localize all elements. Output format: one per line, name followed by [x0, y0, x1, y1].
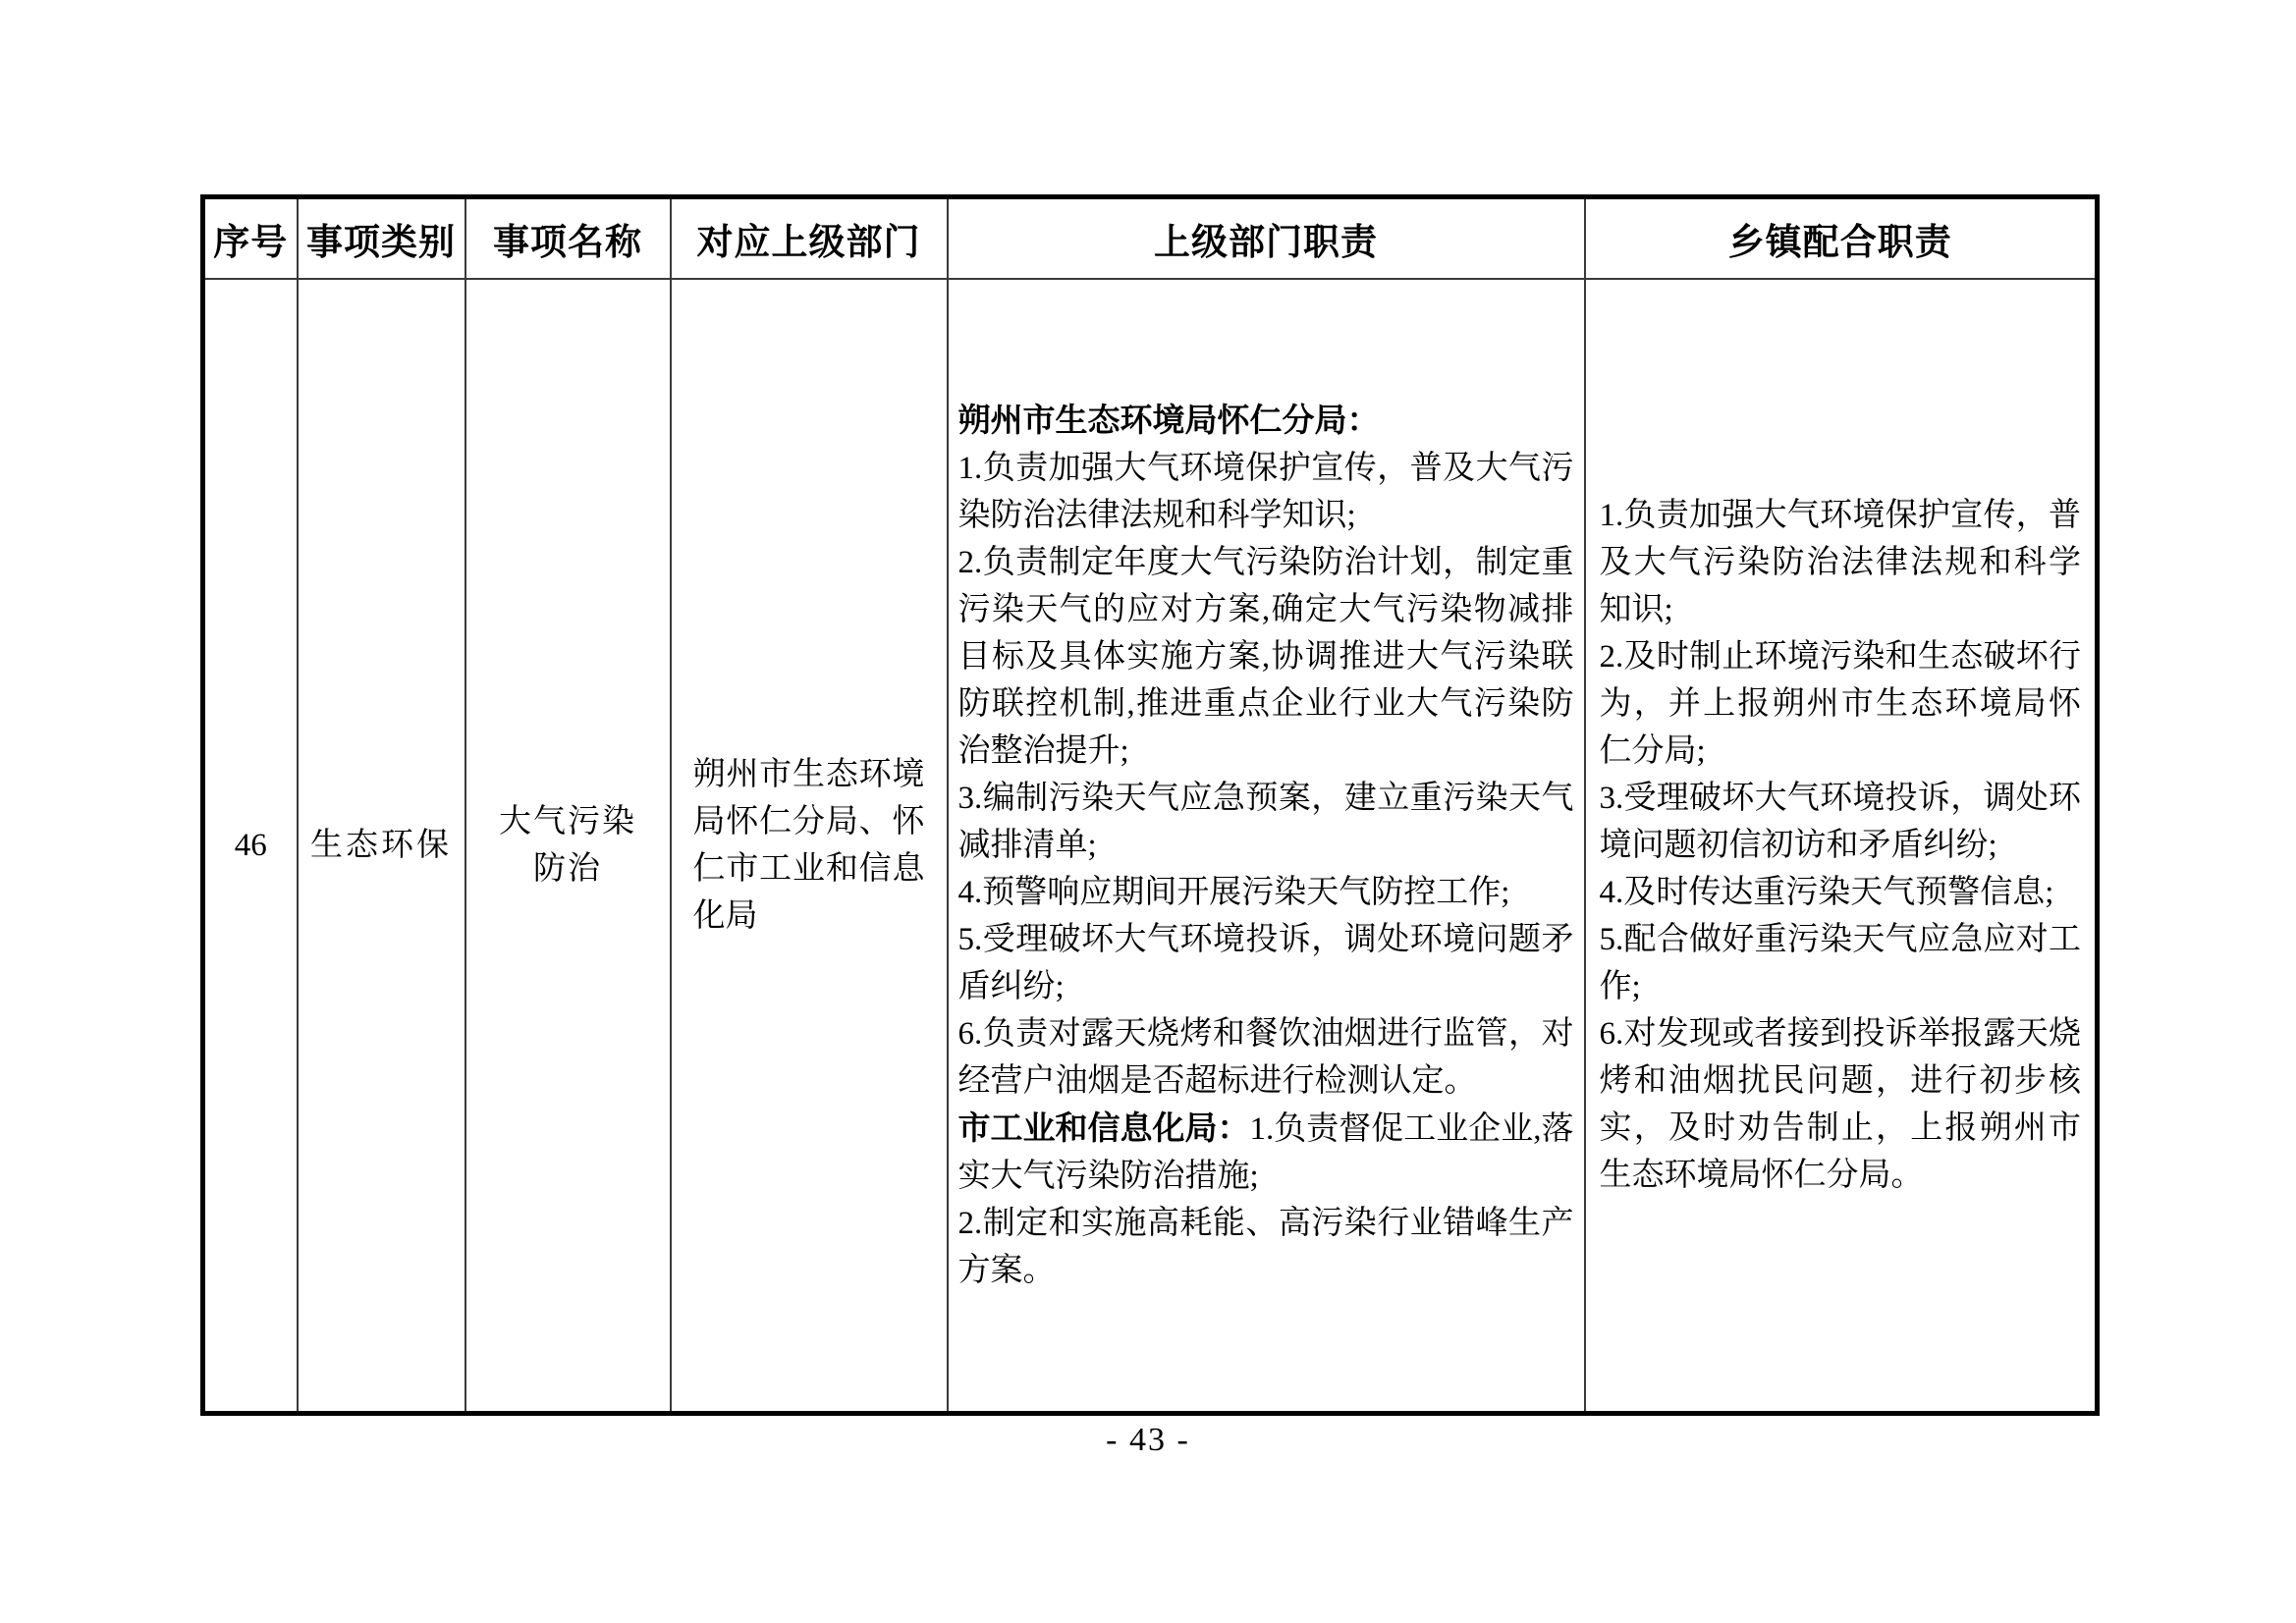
- cell-superior-duties: [948, 279, 1585, 1414]
- cell-township-duties: [1585, 279, 2098, 1414]
- header-row: [203, 197, 2098, 280]
- superior-duties-text: [958, 397, 1574, 1294]
- header-superior-department: 对应上级部门: [671, 197, 948, 280]
- duty-paragraph: [958, 916, 1574, 1010]
- header-seq-no: 序号: [203, 197, 298, 280]
- cell-superior-department: [671, 279, 948, 1414]
- table-row: [203, 279, 2098, 1414]
- duty-paragraph: [958, 539, 1574, 775]
- cell-seq-no: 46: [203, 279, 298, 1414]
- cell-item-name: 大气污染防治: [465, 279, 671, 1414]
- duty-paragraph: 1.负责加强大气环境保护宣传，普及大气污染防治法律法规和科学知识;: [1599, 498, 2081, 627]
- header-item-category: 事项类别: [298, 197, 465, 280]
- header-item-name: 事项名称: [465, 197, 671, 280]
- duty-paragraph: [958, 1010, 1574, 1105]
- duty-text-run: 6.负责对露天烧烤和餐饮油烟进行监管，对经营户油烟是否超标进行检测认定。: [957, 1016, 1574, 1099]
- duty-paragraph: 4.及时传达重污染天气预警信息;: [1599, 875, 2054, 910]
- duty-paragraph: [958, 775, 1574, 869]
- duty-paragraph: 2.及时制止环境污染和生态破坏行为，并上报朔州市生态环境局怀仁分局;: [1599, 639, 2081, 769]
- duty-paragraph: [958, 1200, 1574, 1294]
- duty-text-run: 1.负责督促工业企业,落实大气污染防治措施;: [957, 1111, 1574, 1194]
- cell-item-category: 生态环保: [298, 279, 465, 1414]
- duty-text-run: 2.制定和实施高耗能、高污染行业错峰生产方案。: [957, 1206, 1574, 1288]
- duty-paragraph: [958, 397, 1574, 445]
- township-duties-text: [1600, 492, 2082, 1199]
- duty-text-run: 1.负责加强大气环境保护宣传，普及大气污染防治法律法规和科学知识;: [957, 451, 1574, 533]
- duty-paragraph: [958, 869, 1574, 916]
- duty-paragraph: [958, 1105, 1574, 1200]
- duty-paragraph: [958, 445, 1574, 539]
- header-superior-duties: 上级部门职责: [948, 197, 1585, 280]
- duty-department-heading: 市工业和信息化局：: [957, 1109, 1250, 1146]
- duty-paragraph: 3.受理破坏大气环境投诉，调处环境问题初信初访和矛盾纠纷;: [1599, 781, 2081, 863]
- responsibility-table: [200, 194, 2100, 1416]
- duty-text-run: 4.预警响应期间开展污染天气防控工作;: [957, 875, 1510, 910]
- header-township-duties: 乡镇配合职责: [1585, 197, 2098, 280]
- duty-text-run: 3.编制污染天气应急预案，建立重污染天气减排清单;: [957, 781, 1574, 863]
- duty-department-heading: 朔州市生态环境局怀仁分局：: [957, 402, 1380, 438]
- duty-text-run: 2.负责制定年度大气污染防治计划，制定重污染天气的应对方案,确定大气污染物减排目标及具体实施方案,协调推进大气污染联防联控机制,推进重点企业行业大气污染防治整治提升;: [957, 545, 1574, 769]
- duty-paragraph: 5.配合做好重污染天气应急应对工作;: [1599, 922, 2081, 1004]
- page-number: - 43 -: [1106, 1422, 1190, 1458]
- superior-department-text: 朔州市生态环境局怀仁分局、怀仁市工业和信息化局: [692, 757, 925, 934]
- duty-text-run: 5.受理破坏大气环境投诉，调处环境问题矛盾纠纷;: [957, 922, 1574, 1004]
- duty-paragraph: 6.对发现或者接到投诉举报露天烧烤和油烟扰民问题，进行初步核实，及时劝告制止，上报朔州市生态环境局怀仁分局。: [1599, 1016, 2081, 1193]
